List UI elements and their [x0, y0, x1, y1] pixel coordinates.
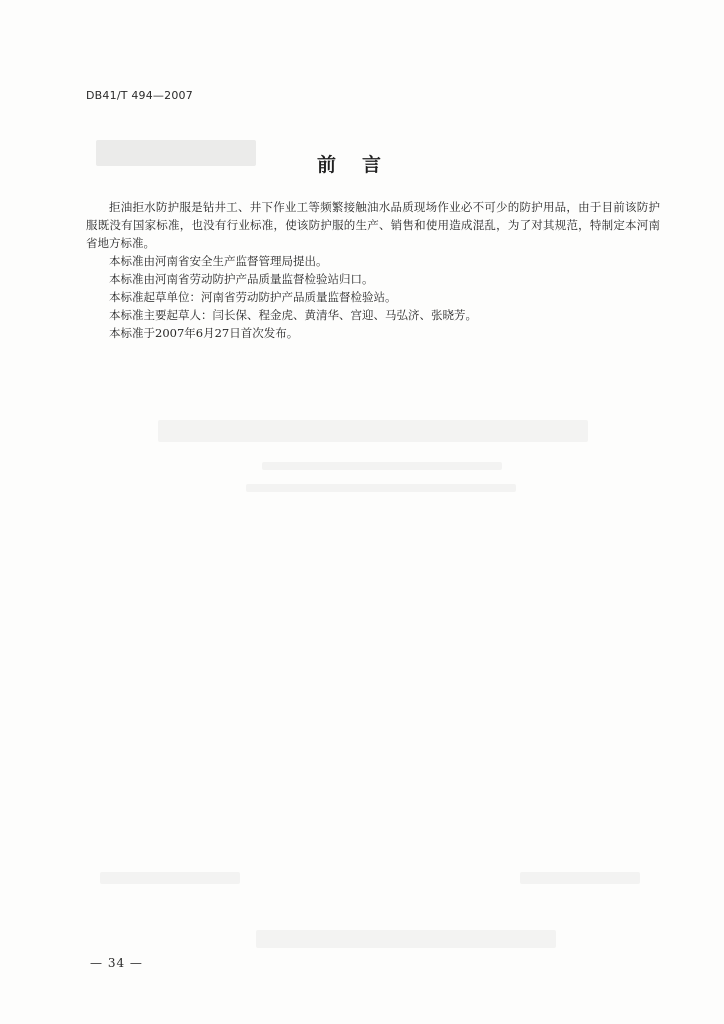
bleed-through-mark — [520, 872, 640, 884]
paragraph: 拒油拒水防护服是钻井工、井下作业工等频繁接触油水品质现场作业必不可少的防护用品，由于目前该防护服既没有国家标准，也没有行业标准，使该防护服的生产、销售和使用造成混乱，为了对其规范，特制定本河南省地方标准。 — [86, 200, 660, 250]
paragraph: 本标准起草单位：河南省劳动防护产品质量监督检验站。 — [109, 290, 397, 304]
page-number: — 34 — — [90, 956, 143, 970]
foreword-body — [86, 198, 660, 342]
bleed-through-mark — [100, 872, 240, 884]
paragraph: 本标准主要起草人：闫长保、程金虎、黄清华、宫迎、马弘济、张晓芳。 — [109, 308, 477, 322]
paragraph: 本标准由河南省安全生产监督管理局提出。 — [109, 254, 328, 268]
paragraph: 本标准由河南省劳动防护产品质量监督检验站归口。 — [109, 272, 374, 286]
page-title: 前言 — [316, 154, 407, 176]
bleed-through-mark — [246, 484, 516, 492]
bleed-through-mark — [256, 930, 556, 948]
bleed-through-mark — [262, 462, 502, 470]
standard-code: DB41/T 494—2007 — [86, 89, 193, 102]
bleed-through-mark — [158, 420, 588, 442]
paragraph: 本标准于2007年6月27日首次发布。 — [109, 326, 299, 340]
